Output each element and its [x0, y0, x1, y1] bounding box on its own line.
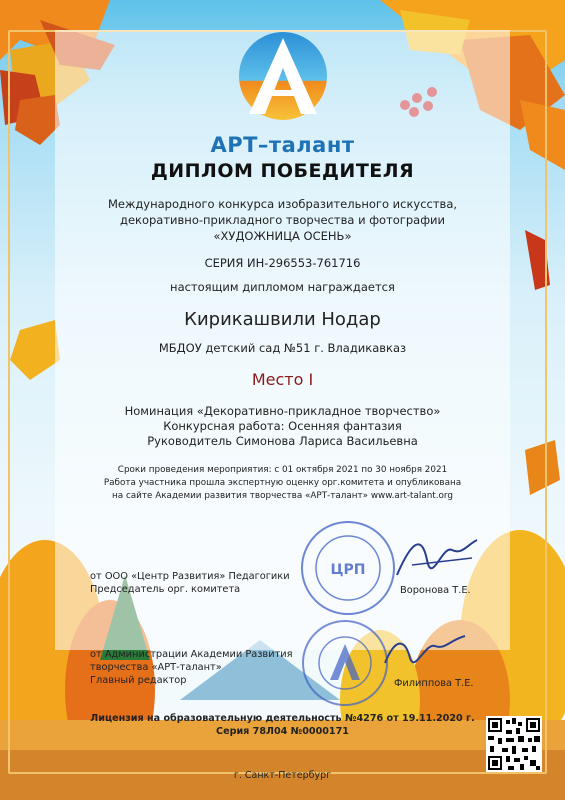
contest-line: Международного конкурса изобразительного искусства,: [107, 197, 458, 211]
signatory-role: Председатель орг. комитета: [90, 584, 241, 595]
handwritten-signature: [392, 530, 482, 590]
diploma-title: ДИПЛОМ ПОБЕДИТЕЛЯ: [150, 160, 415, 182]
fine-print: [0, 464, 565, 503]
license-number: Лицензия на образовательную деятельность №4276 от 19.11.2020 г.: [90, 713, 475, 724]
round-stamp-icon: [300, 618, 390, 708]
contest-description: [0, 196, 565, 244]
signatory-role: Главный редактор: [90, 675, 187, 686]
work-title: Конкурсная работа: Осенняя фантазия: [163, 419, 402, 433]
review-note: Работа участника прошла экспертную оценку орг.комитета и опубликована: [103, 478, 462, 488]
signatory-org: творчества «АРТ-талант»: [90, 662, 222, 673]
award-line: настоящим дипломом награждается: [170, 280, 395, 294]
supervisor: Руководитель Симонова Лариса Васильевна: [147, 434, 418, 448]
brand-name: АРТ–талант: [210, 133, 355, 157]
recipient-organization: МБДОУ детский сад №51 г. Владикавказ: [158, 341, 407, 355]
handwritten-signature: [380, 628, 470, 678]
signatory-2-name: Филиппова Т.Е.: [394, 678, 474, 689]
signatory-1: [90, 570, 290, 596]
site-note: на сайте Академии развития творчества «АРТ-талант» www.art-talant.org: [112, 491, 453, 501]
signatory-2: [90, 648, 293, 687]
nomination: Номинация «Декоративно-прикладное творчество»: [124, 404, 441, 418]
contest-name: «ХУДОЖНИЦА ОСЕНЬ»: [213, 229, 352, 243]
signatory-org: от ООО «Центр Развития» Педагогики: [90, 571, 290, 582]
recipient-name: Кирикашвили Нодар: [184, 309, 381, 330]
signatory-org: от Администрации Академии Развития: [90, 649, 293, 660]
series-number: СЕРИЯ ИН-296553-761716: [204, 256, 361, 270]
city: г. Санкт-Петербург: [233, 770, 332, 781]
work-details: [0, 404, 565, 449]
event-dates: Сроки проведения мероприятия: с 01 октября 2021 по 30 ноября 2021: [117, 465, 448, 475]
round-stamp-icon: [298, 518, 398, 618]
stamp-text: ЦРП: [330, 562, 366, 578]
art-talant-logo-icon: [235, 28, 331, 124]
license-series: Серия 78Л04 №0000171: [216, 726, 349, 737]
license-info: [0, 712, 565, 738]
signatory-1-name: Воронова Т.Е.: [400, 585, 471, 596]
qr-code-icon: [486, 716, 542, 772]
contest-line: декоративно-прикладного творчества и фотографии: [120, 213, 445, 227]
place-label: Место I: [251, 370, 314, 389]
